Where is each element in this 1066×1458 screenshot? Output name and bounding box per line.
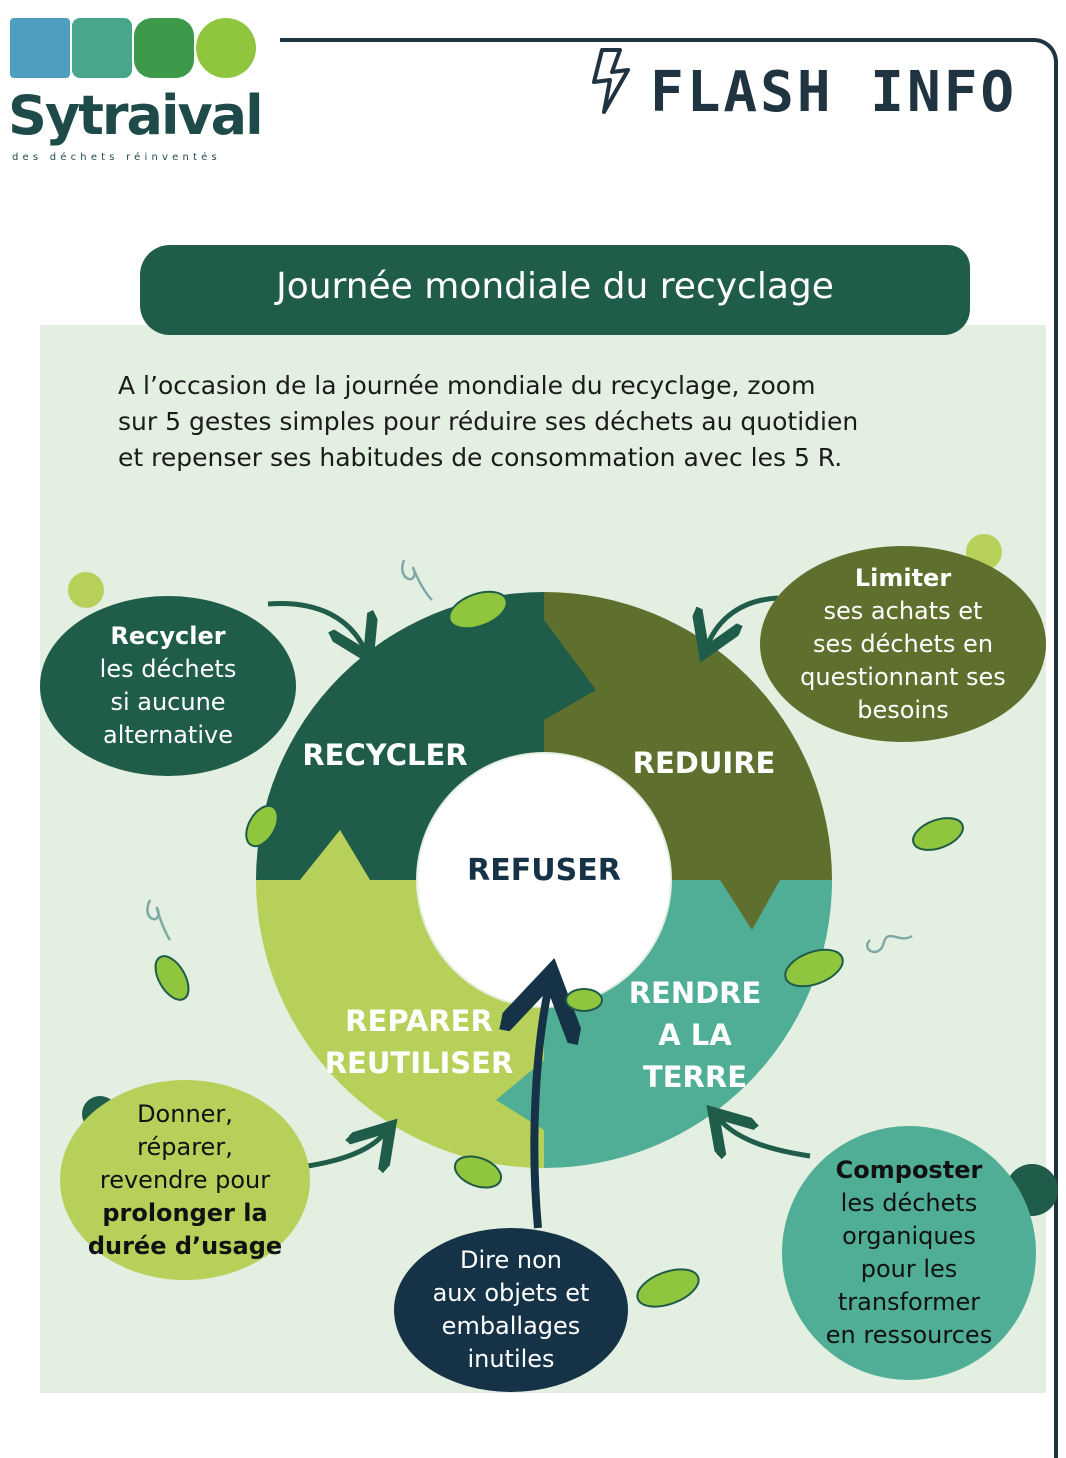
callout-line: organiques [842,1222,976,1250]
callout-reparer [60,1080,310,1280]
callout-line: revendre pour [99,1165,271,1194]
callout-line: réparer, [137,1132,233,1161]
label-line: REUTILISER [324,1046,514,1080]
callout-bold: durée d’usage [87,1231,283,1260]
callout-line: aux objets et [432,1279,590,1307]
callout-line: ses achats et [823,596,983,625]
swirl-icon [867,936,912,952]
callout-line: emballages [441,1312,581,1340]
callout-recycler [40,596,296,776]
label-refuser [444,850,644,892]
callout-reduire [760,546,1046,742]
arrow-rendre [720,1120,810,1156]
callout-line: alternative [103,721,233,749]
callout-line: les déchets [840,1189,978,1217]
callout-line: Dire non [459,1246,562,1274]
label-line: REDUIRE [632,746,776,780]
callout-rendre [782,1126,1036,1380]
label-rendre [610,972,780,1098]
arrow-recycler [268,603,364,648]
callout-line: Donner, [137,1099,233,1128]
swirl-icon [147,900,170,940]
label-reparer [316,1000,522,1084]
center-label: REFUSER [467,853,621,888]
intro-line: sur 5 gestes simples pour réduire ses déchets au quotidien [118,407,859,436]
callout-line: ses déchets en [812,629,994,658]
logo-name: Sytraival [8,84,262,147]
logo-tagline: des déchets réinventés [12,152,221,163]
callout-line: si aucune [110,688,226,716]
label-line: REPARER [345,1004,493,1038]
label-reduire [616,742,792,784]
callout-bold: Composter [835,1156,983,1184]
label-line: RENDRE [628,976,762,1010]
banner-title: Journée mondiale du recyclage [276,266,834,307]
callout-line: besoins [857,695,949,724]
callout-bold: prolonger la [102,1198,268,1227]
callout-bold: Limiter [854,563,952,592]
intro-line: et repenser ses habitudes de consommation avec les 5 R. [118,443,843,472]
swirl-icon [402,560,432,600]
callout-bold: Recycler [110,622,226,650]
dot-lime [68,572,104,608]
callout-line: les déchets [99,655,237,683]
label-recycler [290,734,480,776]
callout-line: questionnant ses [800,662,1006,691]
label-line: A LA [658,1018,732,1052]
flash-info-title: FLASH INFO [650,60,1018,125]
callout-line: inutiles [467,1345,555,1373]
intro-line: A l’occasion de la journée mondiale du recyclage, zoom [118,371,816,400]
arrow-reparer [308,1134,384,1166]
callout-line: transformer [837,1288,981,1316]
callout-line: pour les [860,1255,958,1283]
label-line: RECYCLER [302,738,468,772]
callout-refuser [394,1228,628,1392]
callout-line: en ressources [825,1321,993,1349]
label-line: TERRE [642,1060,748,1094]
